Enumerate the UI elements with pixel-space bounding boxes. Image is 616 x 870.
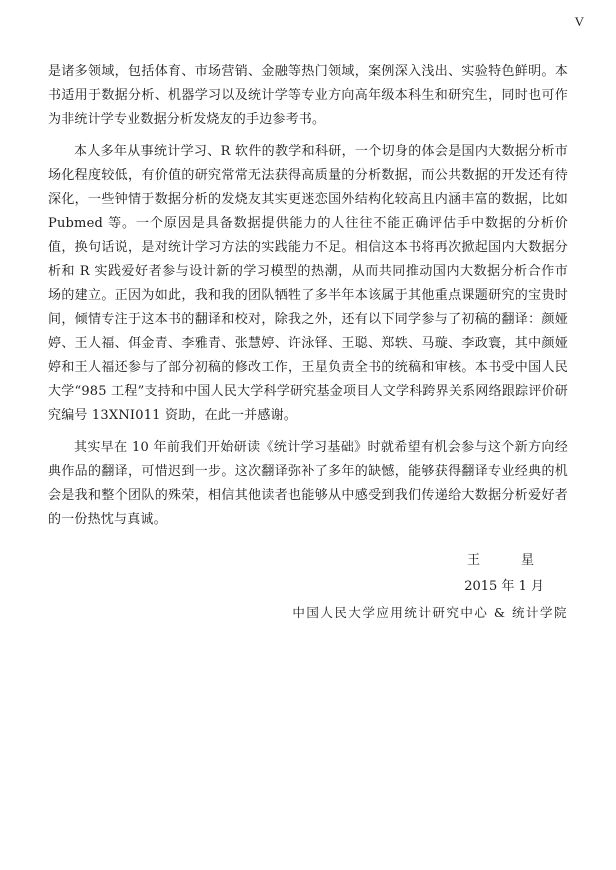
paragraph-1: 是诸多领域，包括体育、市场营销、金融等热门领域，案例深入浅出、实验特色鲜明。本书适用于数据分析、机器学习以及统计学等专业方向高年级本科生和研究生，同时也可作为非统计学专业数据分析发烧友的手边参考书。 xyxy=(48,64,568,127)
page-number: V xyxy=(574,14,584,29)
paragraph-3: 其实早在 10 年前我们开始研读《统计学习基础》时就希望有机会参与这个新方向经典作品的翻译，可惜迟到一步。这次翻译弥补了多年的缺憾，能够获得翻译专业经典的机会是我和整个团队的殊荣，相信其他读者也能够从中感受到我们传递给大数据分析爱好者的一份热忱与真诚。 xyxy=(48,440,568,527)
document-body xyxy=(48,60,568,540)
author-name: 王 星 xyxy=(466,553,548,568)
signature-date: 2015 年 1 月 xyxy=(464,579,544,594)
author-organization: 中国人民大学应用统计研究中心 & 统计学院 xyxy=(292,605,568,620)
signature-block xyxy=(292,548,568,626)
paragraph-2: 本人多年从事统计学习、R 软件的教学和科研，一个切身的体会是国内大数据分析市场化程度较低，有价值的研究常常无法获得高质量的分析数据，而公共数据的开发还有待深化，一些钟情于数据分析的发烧友其实更迷恋国外结构化较高且内涵丰富的数据，比如 Pubmed 等。一个原因是具备数据提供能力的人往往不能正确评估手中数据的分析价值，换句话说，是对统计学习方法的实践能力不足。相信这本书将再次掀起国内大数据分析和 R 实践爱好者参与设计新的学习模型的热潮，从而共同推动国内大数据分析合作市场的建立。正因为如此，我和我的团队牺牲了多半年本该属于其他重点课题研究的宝贵时间，倾情专注于这本书的翻译和校对，除我之外，还有以下同学参与了初稿的翻译：颜娅婷、王人福、佴金青、李雅青、张慧婷、许泳铎、王聪、郑轶、马璇、李政寰，其中颜娅婷和王人福还参与了部分初稿的修改工作，王星负责全书的统稿和审核。本书受中国人民大学“985 工程”支持和中国人民大学科学研究基金项目人文学科跨界关系网络跟踪评价研究编号 13XNI011 资助，在此一并感谢。 xyxy=(48,144,568,423)
